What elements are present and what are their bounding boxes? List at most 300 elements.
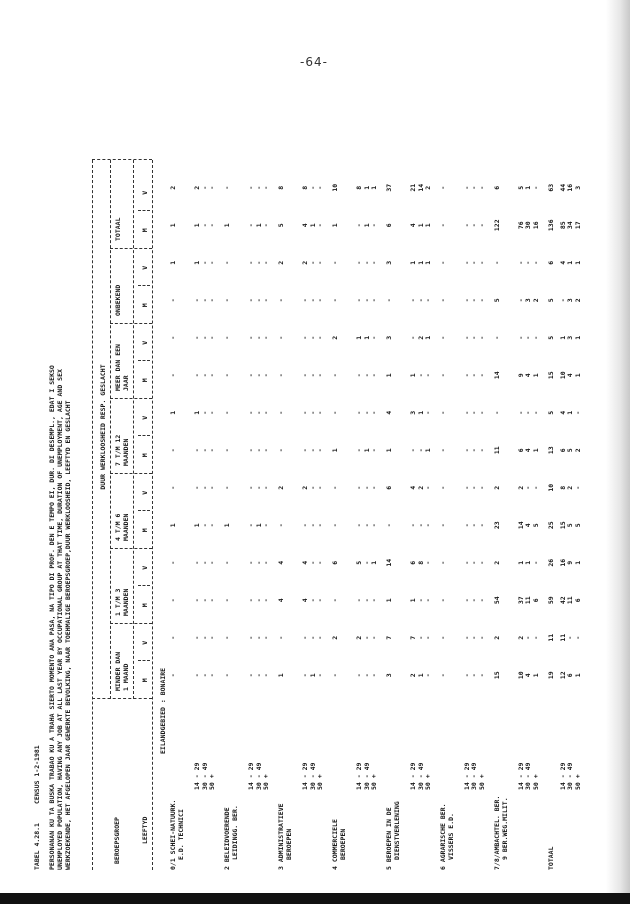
- value-male: -: [478, 448, 487, 453]
- value-male: -: [276, 523, 285, 528]
- value-male: 11: [566, 596, 575, 605]
- value-female: -: [208, 485, 217, 490]
- group-title-rule: [110, 160, 111, 699]
- value-male: -: [262, 598, 271, 603]
- value-male: 3: [384, 673, 393, 678]
- value-male: 1: [362, 448, 371, 453]
- value-male: -: [354, 523, 363, 528]
- value-female: -: [330, 485, 339, 490]
- value-female: -: [200, 185, 209, 190]
- value-female: -: [200, 635, 209, 640]
- value-male: -: [222, 673, 231, 678]
- table-body: [169, 160, 582, 870]
- value-male: -: [316, 598, 325, 603]
- value-male: -: [462, 223, 471, 228]
- occupation-label-line: 5 BEROEPEN IN DE: [384, 807, 393, 870]
- age-label: LEEFTYD: [141, 816, 149, 844]
- region-label: EILANDGEBIED : BONAIRE: [159, 667, 167, 754]
- value-female: -: [246, 335, 255, 340]
- value-female: 1: [516, 560, 525, 565]
- value-male: -: [438, 373, 447, 378]
- value-female: -: [262, 410, 271, 415]
- duration-group-header-line: JAAR: [122, 375, 130, 391]
- occupation-label-line: 9 BER.WEG.MILIT.: [500, 797, 509, 860]
- value-male: 1: [222, 523, 231, 528]
- value-female: 2: [492, 485, 501, 490]
- value-female: -: [254, 560, 263, 565]
- value-male: -: [246, 598, 255, 603]
- value-female: -: [424, 410, 433, 415]
- value-male: -: [354, 223, 363, 228]
- value-male: -: [262, 373, 271, 378]
- value-female: -: [524, 410, 533, 415]
- table-row-occupation: [493, 160, 509, 870]
- table-row-age: [247, 160, 255, 870]
- value-male: -: [384, 523, 393, 528]
- value-female: -: [308, 335, 317, 340]
- value-male: 42: [558, 596, 567, 605]
- value-female: -: [438, 635, 447, 640]
- value-male: -: [516, 298, 525, 303]
- value-female: -: [308, 410, 317, 415]
- value-male: 1: [532, 673, 541, 678]
- value-male: -: [193, 373, 201, 378]
- value-male: 1: [532, 448, 541, 453]
- value-female: 6: [546, 260, 555, 265]
- occupation-label-line: 6 AGRARISCHE BER.: [438, 803, 447, 870]
- occupation-group-label: BEROEPSGROEP: [113, 817, 121, 864]
- value-female: -: [208, 260, 217, 265]
- value-male: -: [308, 298, 317, 303]
- value-male: 5: [532, 523, 541, 528]
- age-label: 50 +: [370, 774, 379, 790]
- value-male: -: [478, 673, 487, 678]
- value-female: -: [574, 635, 583, 640]
- age-label: 14 - 29: [193, 762, 201, 790]
- value-male: 5: [492, 298, 501, 303]
- value-female: -: [516, 410, 525, 415]
- value-female: -: [524, 260, 533, 265]
- value-male: 12: [558, 671, 567, 680]
- occupation-label: [493, 694, 509, 870]
- value-male: -: [462, 523, 471, 528]
- value-female: 8: [416, 560, 425, 565]
- value-male: -: [362, 298, 371, 303]
- value-male: 5: [276, 223, 285, 228]
- value-female: -: [200, 260, 209, 265]
- table-row-age: [355, 160, 363, 870]
- value-male: -: [300, 373, 309, 378]
- value-male: -: [200, 673, 209, 678]
- value-female: -: [532, 260, 541, 265]
- table-row-age: [417, 160, 425, 870]
- value-male: -: [169, 673, 177, 678]
- duration-group-header-line: ONBEKEND: [114, 284, 122, 316]
- value-female: -: [262, 485, 271, 490]
- value-female: 4: [276, 560, 285, 565]
- value-female: -: [208, 635, 217, 640]
- value-male: -: [408, 523, 417, 528]
- value-female: 2: [276, 485, 285, 490]
- sex-divider: [138, 661, 150, 662]
- value-female: -: [370, 635, 379, 640]
- occupation-label: [223, 694, 239, 870]
- duration-group-header-line: 7 T/M 12: [114, 434, 122, 466]
- value-male: 9: [516, 373, 525, 378]
- value-female: -: [222, 185, 231, 190]
- value-male: 23: [492, 521, 501, 530]
- duration-group-header: [114, 399, 130, 474]
- value-male: 85: [558, 221, 567, 230]
- value-female: -: [208, 560, 217, 565]
- value-male: -: [354, 448, 363, 453]
- age-label: 14 - 29: [558, 762, 567, 790]
- value-male: -: [354, 673, 363, 678]
- value-female: -: [438, 560, 447, 565]
- value-male: 14: [492, 371, 501, 380]
- value-male: 136: [546, 219, 555, 232]
- row-gap: [432, 160, 439, 870]
- value-male: -: [384, 298, 393, 303]
- value-male: -: [462, 373, 471, 378]
- sex-female-header: V: [141, 190, 149, 195]
- value-female: -: [222, 560, 231, 565]
- value-male: -: [558, 298, 567, 303]
- value-female: -: [424, 635, 433, 640]
- row-spacer: [347, 160, 355, 870]
- value-female: -: [470, 410, 479, 415]
- value-male: -: [462, 448, 471, 453]
- value-female: 3: [566, 335, 575, 340]
- value-male: -: [362, 673, 371, 678]
- value-male: -: [470, 448, 479, 453]
- value-female: -: [532, 635, 541, 640]
- value-female: 6: [492, 185, 501, 190]
- value-female: -: [462, 185, 471, 190]
- table-row-age: [478, 160, 486, 870]
- total-label: TOTAAL: [546, 846, 555, 870]
- title-dutch: WERKZOEKENDE, HET AFGELOPEN JAAR GEWERKTE BEVOLKING, NAAR TOEHMALIGE BEROEPSGROEP,DUUR WERKLOOSHEID, LEEFTYD EN GESLACHT: [64, 400, 72, 870]
- occupation-label-line: DIENSTVERLENING: [392, 801, 401, 860]
- value-female: -: [524, 485, 533, 490]
- value-male: -: [222, 373, 231, 378]
- value-male: 2: [408, 673, 417, 678]
- value-female: -: [246, 635, 255, 640]
- sex-female-header: V: [141, 415, 149, 420]
- value-male: 1: [416, 673, 425, 678]
- value-male: 30: [524, 221, 533, 230]
- value-female: 1: [424, 335, 433, 340]
- value-female: -: [316, 260, 325, 265]
- value-female: 2: [492, 560, 501, 565]
- value-male: -: [438, 298, 447, 303]
- table-row-occupation: [439, 160, 455, 870]
- table-row-age: [309, 160, 317, 870]
- value-male: -: [370, 598, 379, 603]
- value-female: -: [478, 335, 487, 340]
- value-female: 16: [566, 183, 575, 192]
- value-male: 59: [546, 596, 555, 605]
- value-male: -: [370, 673, 379, 678]
- value-female: -: [208, 185, 217, 190]
- row-spacer: [293, 160, 301, 870]
- value-male: -: [362, 598, 371, 603]
- duration-group-header: [114, 624, 130, 699]
- value-male: -: [470, 298, 479, 303]
- value-female: 2: [300, 260, 309, 265]
- row-spacer: [185, 160, 193, 870]
- value-male: -: [354, 373, 363, 378]
- value-male: -: [300, 523, 309, 528]
- value-male: -: [169, 598, 177, 603]
- value-female: -: [200, 485, 209, 490]
- value-female: 1: [574, 560, 583, 565]
- value-female: -: [316, 485, 325, 490]
- value-female: -: [438, 260, 447, 265]
- value-female: 1: [362, 185, 371, 190]
- subheader-rule: [133, 160, 134, 699]
- value-male: 1: [308, 223, 317, 228]
- value-male: -: [424, 373, 433, 378]
- value-male: -: [416, 598, 425, 603]
- value-male: 1: [308, 673, 317, 678]
- value-female: -: [524, 335, 533, 340]
- duration-group-header: [114, 549, 130, 624]
- value-female: 2: [416, 485, 425, 490]
- value-male: 6: [532, 598, 541, 603]
- table-row-occupation: [277, 160, 293, 870]
- value-male: 5: [546, 298, 555, 303]
- value-male: -: [362, 373, 371, 378]
- value-male: -: [316, 673, 325, 678]
- table-row-age: [409, 160, 417, 870]
- table-row-age: [370, 160, 378, 870]
- value-female: -: [222, 635, 231, 640]
- value-female: -: [370, 485, 379, 490]
- value-female: -: [438, 185, 447, 190]
- value-female: -: [169, 635, 177, 640]
- value-male: -: [470, 523, 479, 528]
- value-female: 2: [424, 185, 433, 190]
- sex-female-header: V: [141, 565, 149, 570]
- value-female: -: [193, 560, 201, 565]
- row-gap: [486, 160, 493, 870]
- value-female: -: [354, 485, 363, 490]
- value-female: -: [246, 485, 255, 490]
- row-gap: [324, 160, 331, 870]
- value-female: 7: [384, 635, 393, 640]
- value-male: 122: [492, 219, 501, 232]
- value-male: 6: [566, 673, 575, 678]
- value-female: 5: [546, 410, 555, 415]
- value-male: -: [254, 373, 263, 378]
- value-male: 5: [566, 448, 575, 453]
- value-female: 5: [516, 185, 525, 190]
- value-male: 1: [330, 448, 339, 453]
- value-female: 1: [566, 260, 575, 265]
- table-row-total-age: [574, 160, 582, 870]
- value-male: 1: [424, 448, 433, 453]
- value-male: 6: [516, 448, 525, 453]
- group-title: DUUR WERKLOOSHEID RESP. GESLACHT: [99, 364, 107, 490]
- age-label: 30 - 49: [200, 762, 209, 790]
- value-male: 1: [384, 373, 393, 378]
- value-male: -: [416, 373, 425, 378]
- value-male: 3: [524, 298, 533, 303]
- value-female: 6: [330, 560, 339, 565]
- duration-group-header: [114, 324, 130, 399]
- value-female: -: [222, 335, 231, 340]
- value-male: 14: [516, 521, 525, 530]
- value-male: -: [208, 448, 217, 453]
- value-male: -: [276, 298, 285, 303]
- value-female: -: [254, 635, 263, 640]
- table-row-age: [316, 160, 324, 870]
- value-female: 3: [384, 260, 393, 265]
- value-female: -: [370, 335, 379, 340]
- row-gap: [270, 160, 277, 870]
- value-female: -: [300, 635, 309, 640]
- value-male: -: [246, 223, 255, 228]
- value-male: 1: [532, 373, 541, 378]
- value-female: 1: [370, 560, 379, 565]
- value-male: 4: [524, 673, 533, 678]
- value-male: -: [316, 223, 325, 228]
- value-female: -: [276, 335, 285, 340]
- value-male: -: [246, 298, 255, 303]
- value-female: -: [246, 185, 255, 190]
- value-female: -: [574, 485, 583, 490]
- value-female: 21: [408, 183, 417, 192]
- value-male: -: [262, 223, 271, 228]
- value-female: -: [300, 335, 309, 340]
- duration-group-header-line: 1 MAAND: [122, 663, 130, 691]
- title-papiamentu: PERSONANAN KU TA BUSKA TRABAO KU A TRAHA SIERTO MOMENTO ANA PASA, NA TIPO DI PROF. DEN E TEMPO EI, DUR. DI DESEMPL., EDAT I SEKSO: [48, 365, 56, 870]
- value-male: -: [246, 523, 255, 528]
- table-row-occupation: [385, 160, 401, 870]
- value-male: -: [262, 673, 271, 678]
- sex-divider: [138, 511, 150, 512]
- value-female: 11: [546, 633, 555, 642]
- value-male: -: [370, 298, 379, 303]
- value-male: 4: [408, 223, 417, 228]
- value-male: -: [478, 298, 487, 303]
- sex-male-header: M: [141, 453, 149, 458]
- value-female: 1: [416, 260, 425, 265]
- value-male: -: [200, 448, 209, 453]
- value-female: 1: [424, 260, 433, 265]
- value-female: 1: [574, 335, 583, 340]
- value-female: 14: [384, 558, 393, 567]
- value-male: 37: [516, 596, 525, 605]
- value-male: -: [370, 373, 379, 378]
- age-label: 50 +: [532, 774, 541, 790]
- table-row-total-age: [566, 160, 574, 870]
- value-male: 15: [492, 671, 501, 680]
- value-female: 63: [546, 183, 555, 192]
- value-male: -: [330, 373, 339, 378]
- value-female: -: [193, 635, 201, 640]
- duration-group-header-line: MAANDEN: [122, 513, 130, 541]
- value-male: -: [424, 673, 433, 678]
- value-male: -: [300, 448, 309, 453]
- value-female: -: [308, 485, 317, 490]
- value-female: -: [566, 635, 575, 640]
- value-female: -: [316, 560, 325, 565]
- table-row-age: [262, 160, 270, 870]
- value-female: 1: [558, 335, 567, 340]
- value-male: 1: [222, 223, 231, 228]
- value-female: 7: [408, 635, 417, 640]
- value-male: -: [370, 523, 379, 528]
- value-male: -: [478, 523, 487, 528]
- table-row-occupation: [223, 160, 239, 870]
- value-male: 11: [524, 596, 533, 605]
- value-male: -: [246, 373, 255, 378]
- row-gap: [378, 160, 385, 870]
- value-female: 1: [566, 410, 575, 415]
- value-female: -: [316, 410, 325, 415]
- age-label: 30 - 49: [254, 762, 263, 790]
- value-male: 1: [254, 523, 263, 528]
- value-female: -: [169, 560, 177, 565]
- value-male: -: [208, 523, 217, 528]
- value-male: -: [200, 598, 209, 603]
- value-female: -: [478, 410, 487, 415]
- occupation-label-line: BEROEPEN: [338, 828, 347, 860]
- table-row-age: [524, 160, 532, 870]
- age-label: 14 - 29: [246, 762, 255, 790]
- value-female: 4: [558, 410, 567, 415]
- value-female: -: [246, 260, 255, 265]
- row-gap: [216, 160, 223, 870]
- value-male: -: [208, 373, 217, 378]
- age-label: 50 +: [424, 774, 433, 790]
- value-female: 8: [558, 485, 567, 490]
- row-spacer: [401, 160, 409, 870]
- value-female: -: [169, 335, 177, 340]
- value-female: -: [462, 335, 471, 340]
- age-label: 50 +: [262, 774, 271, 790]
- value-female: 1: [416, 410, 425, 415]
- value-female: -: [246, 560, 255, 565]
- occupation-label-line: 0/1 SCHEI-NATUURK.: [169, 799, 177, 870]
- value-male: -: [262, 523, 271, 528]
- value-male: 11: [492, 446, 501, 455]
- value-female: -: [470, 335, 479, 340]
- value-female: -: [438, 410, 447, 415]
- value-female: -: [254, 485, 263, 490]
- age-label: 30 - 49: [308, 762, 317, 790]
- value-male: -: [438, 598, 447, 603]
- value-male: -: [362, 523, 371, 528]
- value-female: -: [254, 260, 263, 265]
- sex-divider: [138, 361, 150, 362]
- value-male: 15: [546, 371, 555, 380]
- value-female: 3: [384, 335, 393, 340]
- value-female: 3: [408, 410, 417, 415]
- value-female: -: [208, 410, 217, 415]
- value-female: -: [478, 560, 487, 565]
- value-female: -: [200, 335, 209, 340]
- value-male: 2: [574, 448, 583, 453]
- value-female: 1: [408, 260, 417, 265]
- value-female: 37: [384, 183, 393, 192]
- row-spacer: [509, 160, 517, 870]
- value-female: -: [308, 560, 317, 565]
- value-female: 6: [384, 485, 393, 490]
- duration-group-header: [114, 174, 122, 249]
